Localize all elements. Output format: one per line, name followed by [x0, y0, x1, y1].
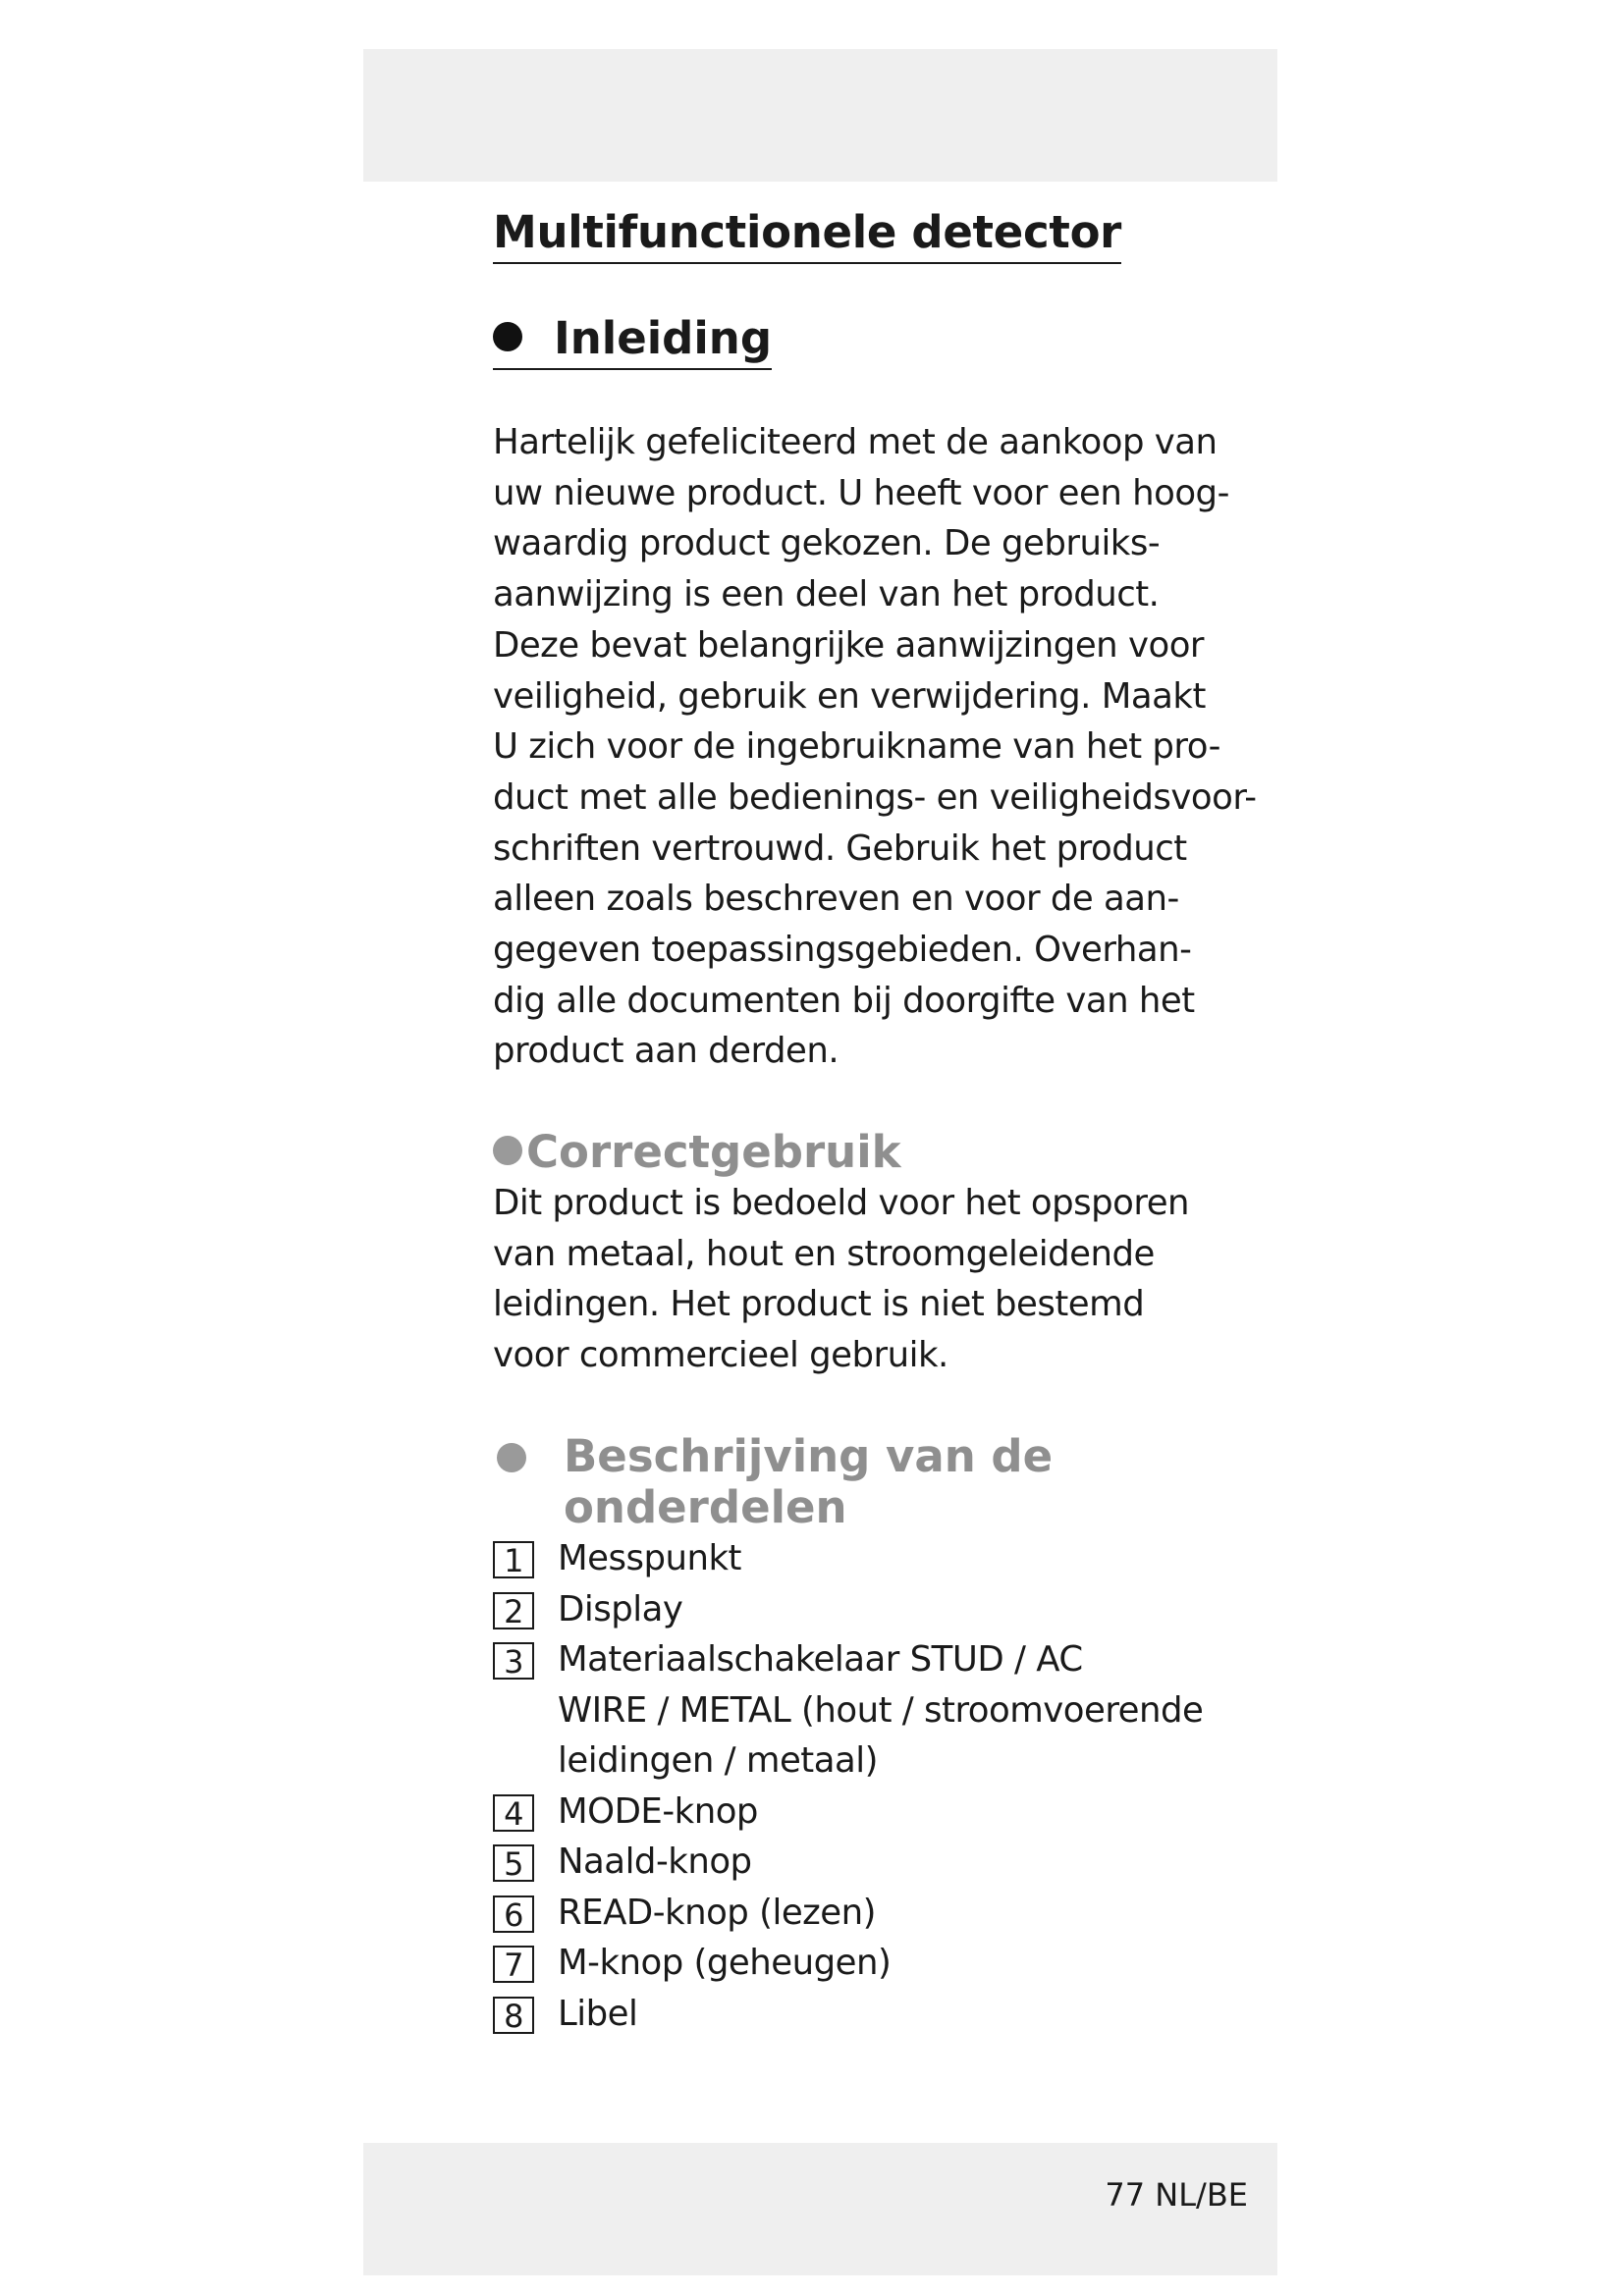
page-title: Multifunctionele detector — [493, 206, 1121, 264]
part-label — [558, 1634, 1203, 1787]
heading-text: Correctgebruik — [526, 1126, 901, 1178]
part-number-box: 2 — [493, 1592, 534, 1629]
text-line: Naald-knop — [558, 1842, 752, 1882]
text-line: gegeven toepassingsgebieden. Overhan- — [493, 930, 1192, 971]
text-line: Deze bevat belangrijke aanwijzingen voor — [493, 624, 1205, 666]
text-line: waardig product gekozen. De gebruiks- — [493, 523, 1161, 564]
part-label — [558, 1888, 876, 1939]
list-item — [493, 1584, 1200, 1635]
heading-text: onderdelen — [564, 1481, 847, 1533]
list-item — [493, 1634, 1204, 1787]
correct-use-paragraph — [493, 1178, 1190, 1381]
heading-text: Beschrijving van de — [564, 1430, 1054, 1482]
text-line: U zich voor de ingebruikname van het pro- — [493, 726, 1220, 768]
part-label — [558, 1787, 758, 1838]
text-line: schriften vertrouwd. Gebruik het product — [493, 828, 1187, 869]
part-label — [558, 1837, 752, 1888]
part-number-box: 7 — [493, 1946, 534, 1983]
bullet-icon — [497, 1443, 526, 1472]
part-label — [558, 1584, 682, 1635]
text-line: Dit product is bedoeld voor het opsporen — [493, 1183, 1190, 1223]
list-item — [493, 1787, 1200, 1838]
text-line: alleen zoals beschreven en voor de aan- — [493, 879, 1179, 920]
list-item — [493, 1938, 1200, 1989]
text-line: leidingen / metaal) — [558, 1740, 878, 1781]
text-line: voor commercieel gebruik. — [493, 1335, 948, 1376]
footer-band — [363, 2143, 1277, 2275]
text-line: product aan derden. — [493, 1031, 839, 1072]
section-heading-beschrijving — [493, 1431, 1053, 1533]
text-line: aanwijzing is een deel van het product. — [493, 574, 1160, 615]
text-line: READ-knop (lezen) — [558, 1892, 877, 1933]
text-line: MODE-knop — [558, 1790, 758, 1832]
part-number-box: 3 — [493, 1642, 534, 1680]
text-line: Materiaalschakelaar STUD / AC — [558, 1639, 1083, 1680]
intro-paragraph — [493, 417, 1257, 1077]
bullet-icon — [493, 322, 522, 351]
section-heading-correctgebruik — [493, 1126, 901, 1178]
header-band — [363, 49, 1277, 182]
text-line: Display — [558, 1588, 683, 1629]
bullet-icon — [493, 1136, 522, 1165]
text-line: duct met alle bedienings- en veiligheidsvoor- — [493, 776, 1257, 818]
list-item — [493, 1837, 1200, 1888]
text-line: WIRE / METAL (hout / stroomvoerende — [558, 1689, 1204, 1731]
text-line: van metaal, hout en stroomgeleidende — [493, 1233, 1155, 1274]
parts-list — [493, 1533, 1204, 2039]
part-number-box: 6 — [493, 1896, 534, 1933]
part-number-box: 8 — [493, 1997, 534, 2034]
part-number-box: 4 — [493, 1794, 534, 1832]
text-line: dig alle documenten bij doorgifte van het — [493, 980, 1195, 1021]
text-line: leidingen. Het product is niet bestemd — [493, 1284, 1145, 1325]
text-line: Messpunkt — [558, 1538, 741, 1578]
text-line: M-knop (geheugen) — [558, 1943, 892, 1983]
list-item — [493, 1989, 1200, 2040]
part-label — [558, 1533, 741, 1584]
text-line: uw nieuwe product. U heeft voor een hoog- — [493, 472, 1229, 513]
part-label — [558, 1989, 637, 2040]
part-label — [558, 1938, 891, 1989]
part-number-box: 5 — [493, 1844, 534, 1882]
part-number-box: 1 — [493, 1541, 534, 1578]
page-number: 77 NL/BE — [1105, 2176, 1248, 2214]
heading-text: Inleiding — [554, 312, 773, 364]
text-line: Hartelijk gefeliciteerd met de aankoop van — [493, 422, 1218, 462]
list-item — [493, 1888, 1200, 1939]
section-heading-inleiding — [493, 312, 772, 370]
list-item — [493, 1533, 1200, 1584]
text-line: veiligheid, gebruik en verwijdering. Maakt — [493, 675, 1206, 717]
text-line: Libel — [558, 1993, 638, 2034]
